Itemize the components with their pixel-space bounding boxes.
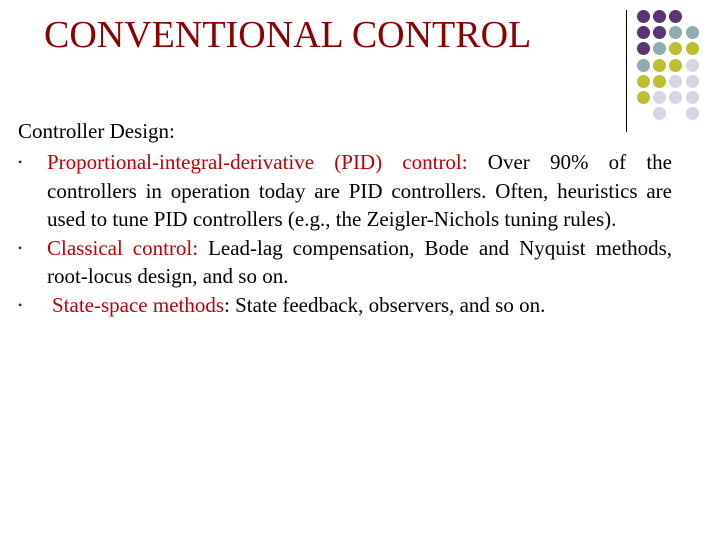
bullet-item-classical: [18, 234, 672, 291]
title-divider-line: [626, 10, 627, 132]
bullet-icon: •: [18, 240, 23, 255]
bullet-icon: •: [18, 297, 23, 312]
decorative-dot: [653, 42, 666, 55]
decorative-dot: [669, 59, 682, 72]
bullet-item-state-space: [18, 291, 672, 320]
decorative-dot: [669, 91, 682, 104]
decorative-dot: [637, 26, 650, 39]
bullet-list: [18, 148, 672, 319]
decorative-dot: [653, 107, 666, 120]
decorative-dot: [669, 26, 682, 39]
bullet-text-classical: Lead-lag compensation, Bode and Nyquist methods, root-locus design, and so on.: [47, 235, 672, 288]
decorative-dot: [653, 26, 666, 39]
bullet-term-classical: Classical control:: [47, 235, 199, 260]
decorative-dot: [653, 10, 666, 23]
decorative-dot: [637, 59, 650, 72]
decorative-dot: [669, 10, 682, 23]
decorative-dot: [637, 91, 650, 104]
decorative-dot: [686, 42, 699, 55]
decorative-dot: [637, 10, 650, 23]
bullet-term-state-space: State-space methods: [52, 292, 225, 317]
bullet-text-state-space: : State feedback, observers, and so on.: [224, 292, 546, 317]
decorative-dot: [669, 42, 682, 55]
decorative-dot: [637, 75, 650, 88]
bullet-text-pid: Over 90% of the controllers in operation today are PID controllers. Often, heuristics are used to tune PID controllers (e.g., the Zeigler-Nichols tuning rules).: [47, 150, 673, 231]
section-heading: Controller Design:: [18, 119, 175, 143]
decorative-dot: [686, 59, 699, 72]
decorative-dot: [686, 107, 699, 120]
decorative-dot-grid: [634, 10, 720, 120]
decorative-dot: [686, 26, 699, 39]
decorative-dot: [669, 75, 682, 88]
bullet-icon: •: [18, 155, 23, 169]
decorative-dot: [653, 59, 666, 72]
bullet-item-pid: [18, 148, 672, 234]
decorative-dot: [653, 75, 666, 88]
decorative-dot: [686, 75, 699, 88]
decorative-dot: [653, 91, 666, 104]
slide-title: CONVENTIONAL CONTROL: [44, 14, 532, 56]
bullet-term-pid: Proportional-integral-derivative (PID) control:: [47, 150, 468, 174]
decorative-dot: [637, 42, 650, 55]
decorative-dot: [686, 91, 699, 104]
